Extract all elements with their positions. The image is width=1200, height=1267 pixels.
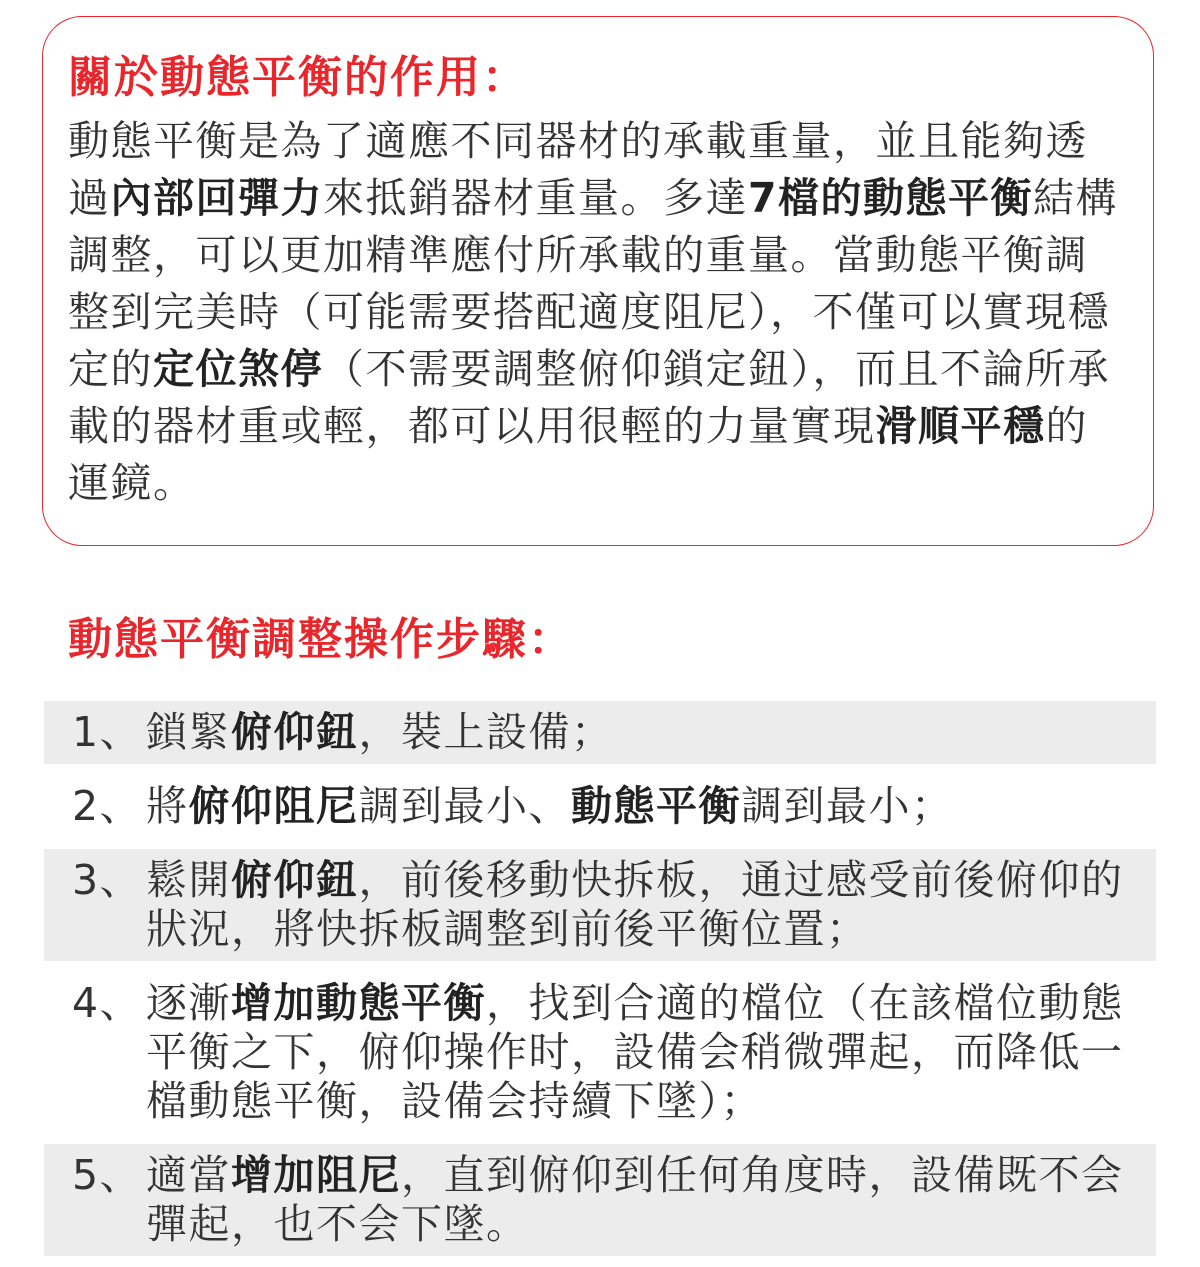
steps-title: 動態平衡調整操作步驟： [68, 614, 574, 665]
step-item [44, 849, 1156, 961]
step-text: ，裝上設備； [358, 708, 614, 756]
step-item [44, 1144, 1156, 1256]
step-highlight: 動態平衡 [571, 782, 741, 830]
step-highlight: 增加動態平衡 [231, 979, 486, 1027]
step-number: 2、 [72, 782, 143, 830]
step-text: 鎖緊 [146, 708, 231, 756]
intro-text: 來抵銷器材重量。多達 [323, 174, 748, 222]
intro-text: 動態平衡是為了適應不同器材的承載重量，並且能夠透過 [68, 117, 1088, 222]
step-number: 5、 [72, 1151, 143, 1199]
intro-text: 的運鏡。 [68, 402, 1088, 507]
step-text: ，直到俯仰到任何角度時，設備既不会彈起，也不会下墜。 [146, 1151, 1124, 1248]
step-text: 鬆開 [146, 856, 231, 904]
intro-highlight: 滑順平穩 [875, 402, 1046, 450]
step-item [44, 972, 1156, 1133]
step-text: 調到最小； [741, 782, 954, 830]
step-number: 3、 [72, 856, 143, 904]
intro-text: （不需要調整俯仰鎖定鈕），而且不論所承載的器材重或輕，都可以用很輕的力量實現 [68, 345, 1110, 450]
step-highlight: 增加阻尼 [231, 1151, 401, 1199]
intro-text: 結構調整，可以更加精準應付所承載的重量。當動態平衡調整到完美時（可能需要搭配適度阻尼），不僅可以實現穩定的 [68, 174, 1119, 393]
step-highlight: 俯仰阻尼 [188, 782, 359, 830]
intro-highlight: 內部回彈力 [110, 174, 323, 222]
step-text: 逐漸 [146, 979, 231, 1027]
step-text: ，找到合適的檔位（在該檔位動態平衡之下，俯仰操作时，設備会稍微彈起，而降低一檔動態平衡，設備会持續下墜）； [146, 979, 1124, 1125]
step-text: 將 [146, 782, 189, 830]
step-highlight: 俯仰鈕 [231, 856, 359, 904]
step-highlight: 俯仰鈕 [231, 708, 359, 756]
step-text: 適當 [146, 1151, 231, 1199]
intro-highlight: 7檔的動態平衡 [748, 174, 1034, 222]
step-number: 1、 [72, 708, 143, 756]
intro-body [68, 113, 1128, 512]
step-item [44, 775, 1156, 838]
intro-title: 關於動態平衡的作用： [68, 52, 528, 103]
step-item [44, 701, 1156, 764]
step-text: 調到最小、 [358, 782, 571, 830]
step-text: ，前後移動快拆板，通过感受前後俯仰的狀況，將快拆板調整到前後平衡位置； [146, 856, 1124, 953]
intro-highlight: 定位煞停 [153, 345, 323, 393]
step-number: 4、 [72, 979, 143, 1027]
steps-list [44, 701, 1156, 1267]
